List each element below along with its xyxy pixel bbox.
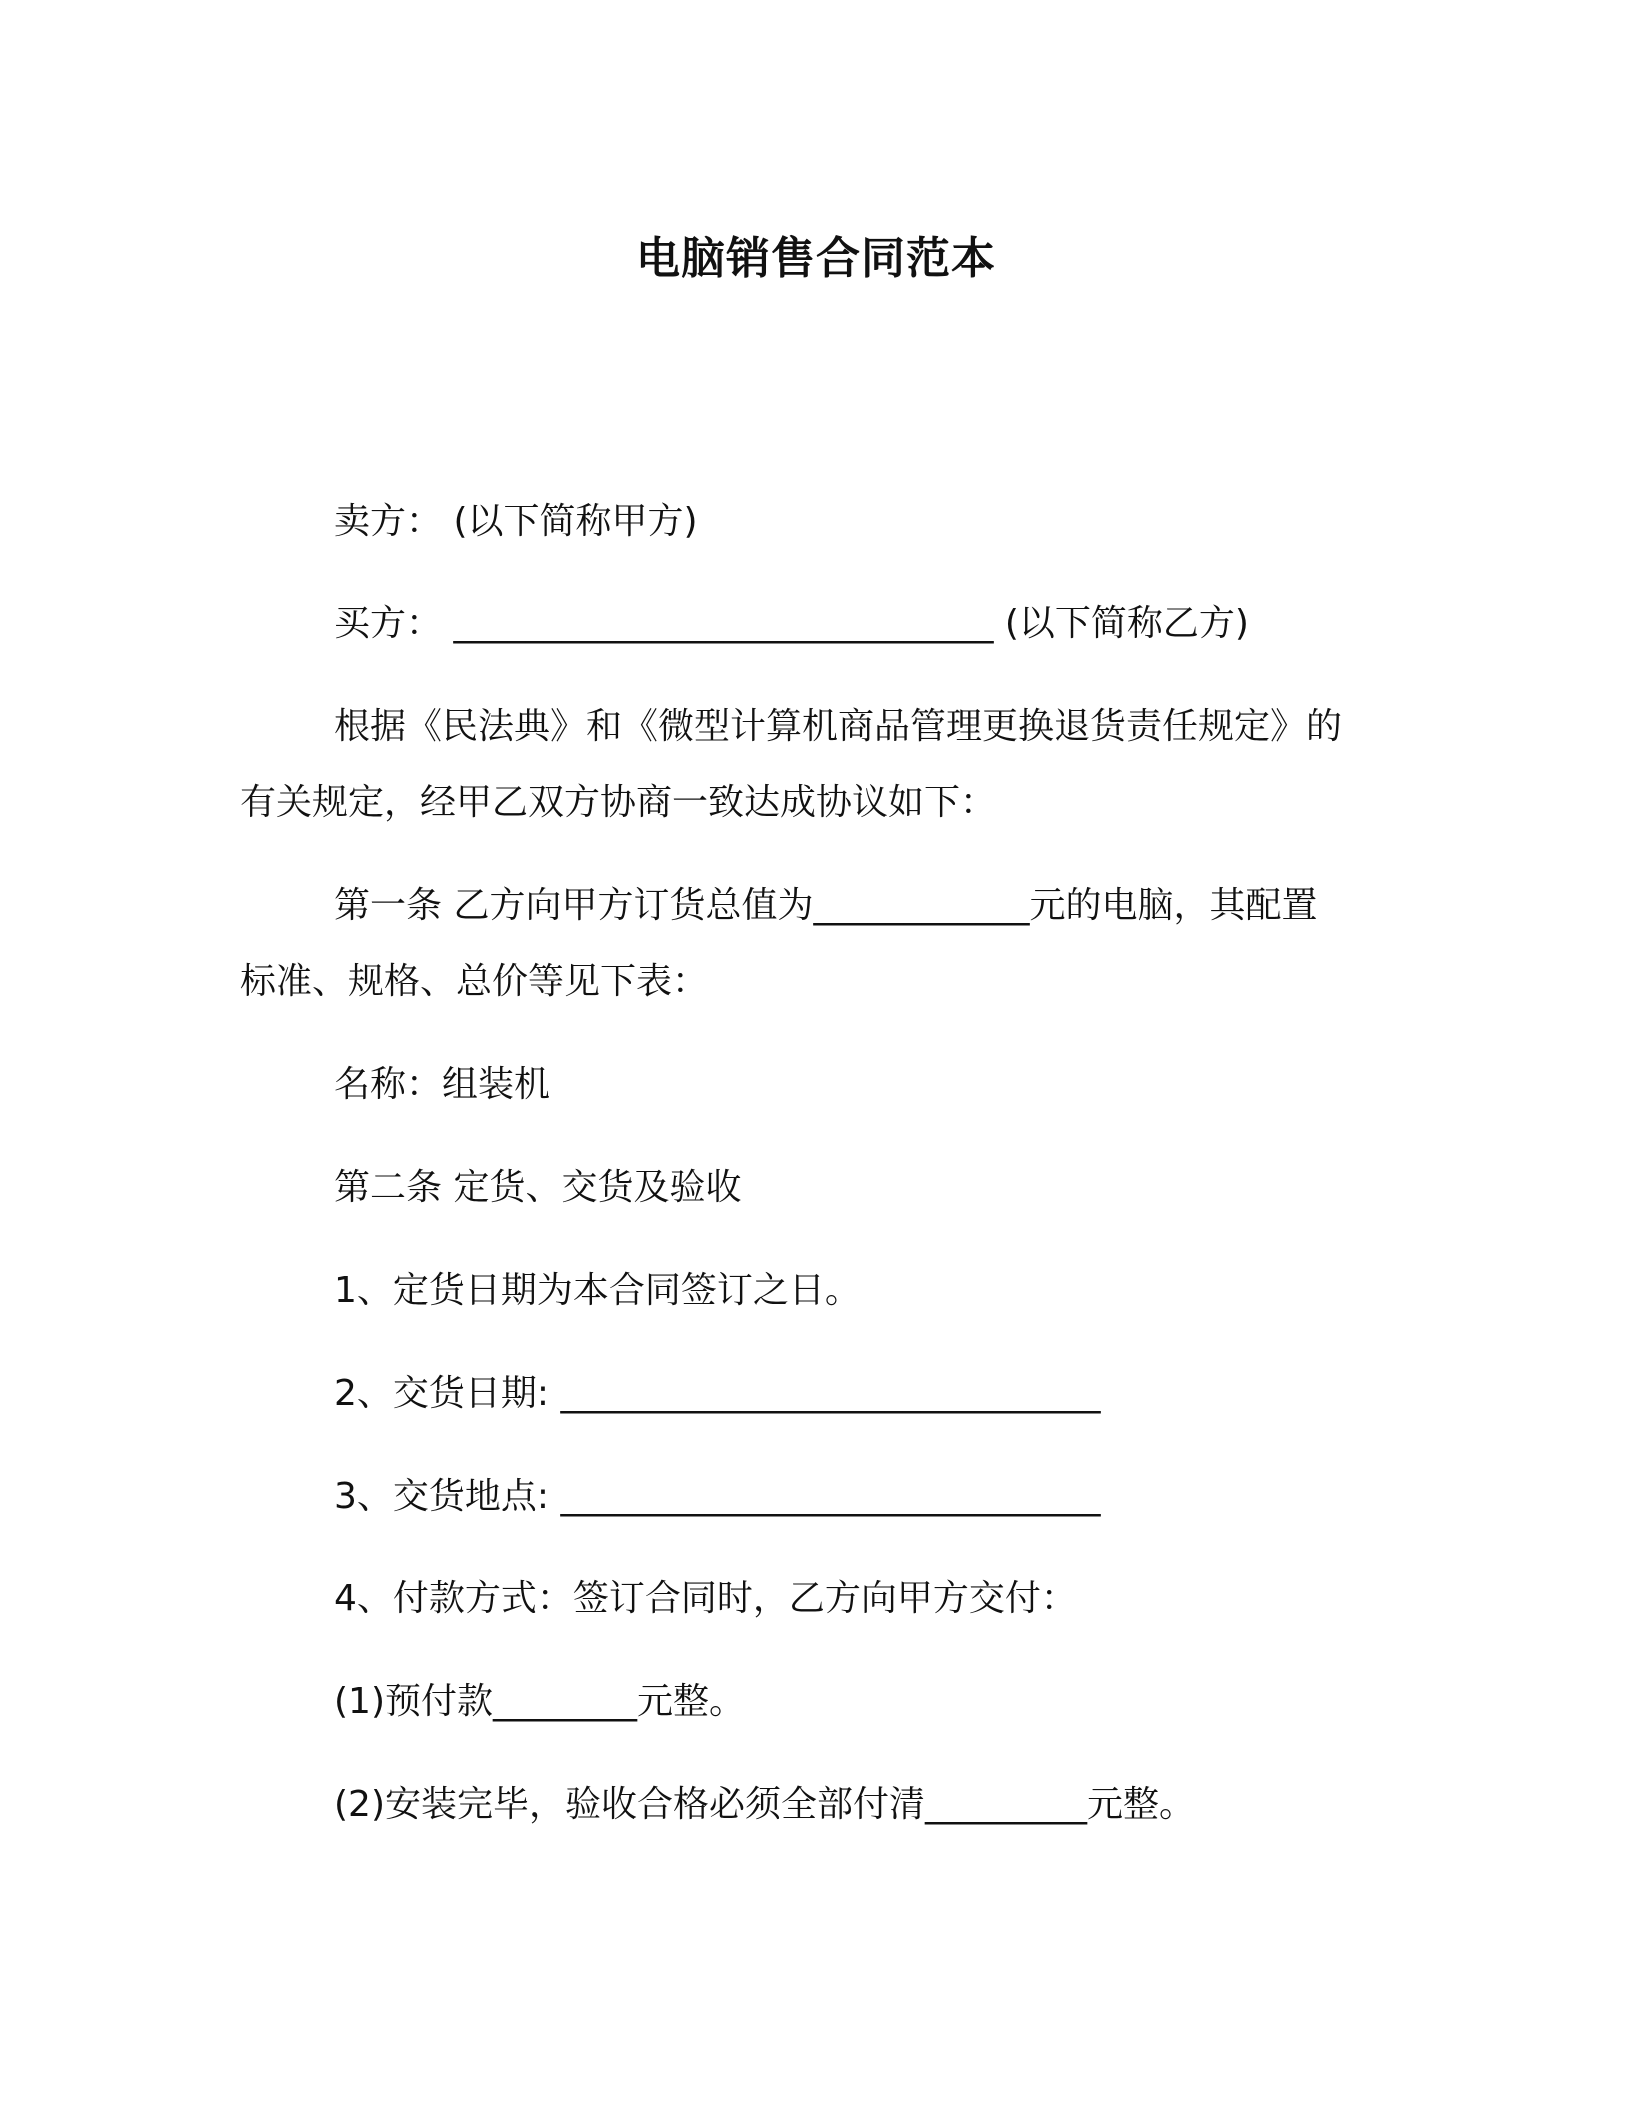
prepayment-item: (1)预付款________元整。 bbox=[334, 1681, 745, 1722]
buyer-line: 买方： ______________________________ (以下简称乙方) bbox=[334, 603, 1249, 644]
seller-line: 卖方： (以下简称甲方) bbox=[334, 501, 698, 542]
order-date-item: 1、定货日期为本合同签订之日。 bbox=[334, 1270, 861, 1311]
delivery-date-item: 2、交货日期: ______________________________ bbox=[334, 1373, 1101, 1414]
final-payment-item: (2)安装完毕，验收合格必须全部付清_________元整。 bbox=[334, 1784, 1195, 1825]
payment-method-item: 4、付款方式：签订合同时，乙方向甲方交付： bbox=[334, 1578, 1077, 1619]
delivery-place-item: 3、交货地点: ______________________________ bbox=[334, 1476, 1101, 1517]
article-1-line-2: 标准、规格、总价等见下表： bbox=[240, 961, 709, 1002]
article-1-line-1: 第一条 乙方向甲方订货总值为____________元的电脑，其配置 bbox=[334, 885, 1318, 926]
preamble-line-1: 根据《民法典》和《微型计算机商品管理更换退货责任规定》的 bbox=[334, 706, 1343, 747]
preamble-line-2: 有关规定，经甲乙双方协商一致达成协议如下： bbox=[240, 782, 997, 823]
article-2-heading: 第二条 定货、交货及验收 bbox=[334, 1167, 742, 1208]
product-name-line: 名称：组装机 bbox=[334, 1064, 551, 1105]
document-title: 电脑销售合同范本 bbox=[636, 233, 996, 284]
